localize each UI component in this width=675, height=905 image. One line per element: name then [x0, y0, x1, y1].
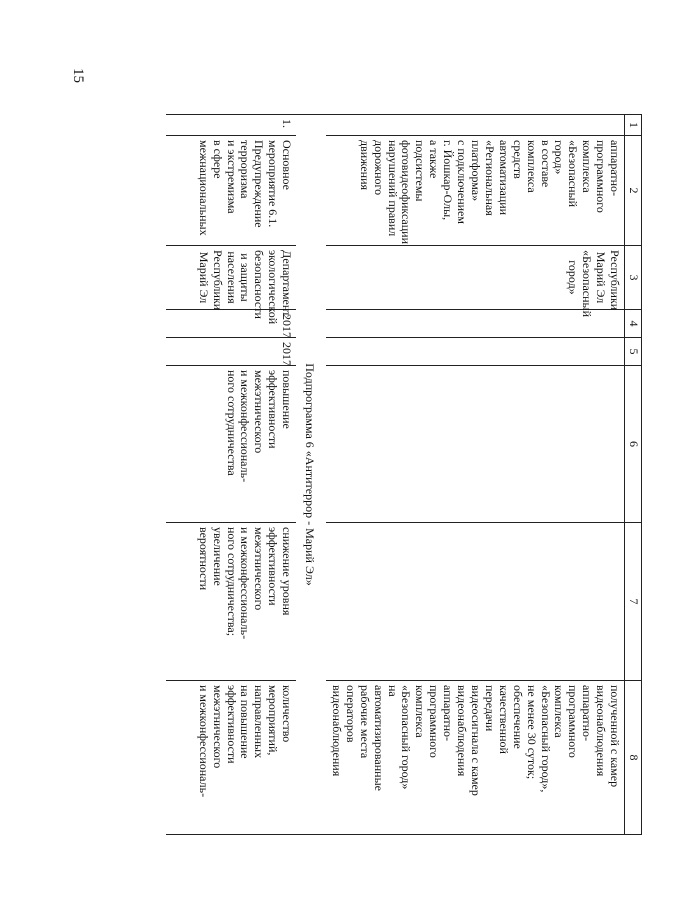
section-row — [296, 115, 326, 835]
rotated-table-sheet — [115, 50, 675, 850]
consequences-cell — [326, 523, 625, 681]
header-col-4: 4 — [625, 310, 642, 338]
header-col-7: 7 — [625, 523, 642, 681]
header-col-8: 8 — [625, 681, 642, 835]
header-row — [625, 115, 642, 835]
executor-cell: Департамент экологической безопасности и защиты населения Республики Марий Эл — [166, 246, 296, 310]
expected-result-cell: повышение эффективности межэтнического и межконфессиональ- ного сотрудничества — [166, 366, 296, 523]
section-title: Подпрограмма 6 «Антитеррор - Марий Эл» — [296, 115, 326, 835]
table-row-1 — [166, 115, 296, 835]
executor-cell: Республики Марий Эл «Безопасный город» — [326, 246, 625, 310]
end-year-cell: 2017 — [166, 338, 296, 366]
consequences-cell: снижение уровня эффективности межэтнического и межконфессиональ- ного сотрудничества; увеличение вероятности — [166, 523, 296, 681]
header-col-2: 2 — [625, 136, 642, 246]
program-table — [166, 114, 642, 835]
row-number — [326, 115, 625, 136]
activity-cell: аппаратно- программного комплекса «Безопасный город» в составе комплекса средств автоматизации «Региональная платформа» с подключением г. Йошкар-Олы, а также подсистемы фотовидеофиксации нарушений правил дорожного движения — [326, 136, 625, 246]
header-col-6: 6 — [625, 366, 642, 523]
indicator-cell: количество мероприятий, направленных на повышение эффективности межэтнического и межконфессиональ- — [166, 681, 296, 835]
header-col-3: 3 — [625, 246, 642, 310]
end-year-cell — [326, 338, 625, 366]
indicator-cell: полученной с камер видеонаблюдения аппаратно- программного комплекса «Безопасный город», не менее 30 суток; обеспечение качественной передачи видеосигнала с камер видеонаблюдения аппаратно- программного комплекса «Безопасный город» на автоматизированные рабочие места операторов видеонаблюдения — [326, 681, 625, 835]
header-col-1: 1 — [625, 115, 642, 136]
expected-result-cell — [326, 366, 625, 523]
row-number: 1. — [166, 115, 296, 136]
page-number: 15 — [70, 68, 86, 83]
activity-cell: Основное мероприятие 6.1. Предупреждение терроризма и экстремизма в сфере межнациональных — [166, 136, 296, 246]
start-year-cell: 2017 — [166, 310, 296, 338]
table-row-continuation — [326, 115, 625, 835]
header-col-5: 5 — [625, 338, 642, 366]
